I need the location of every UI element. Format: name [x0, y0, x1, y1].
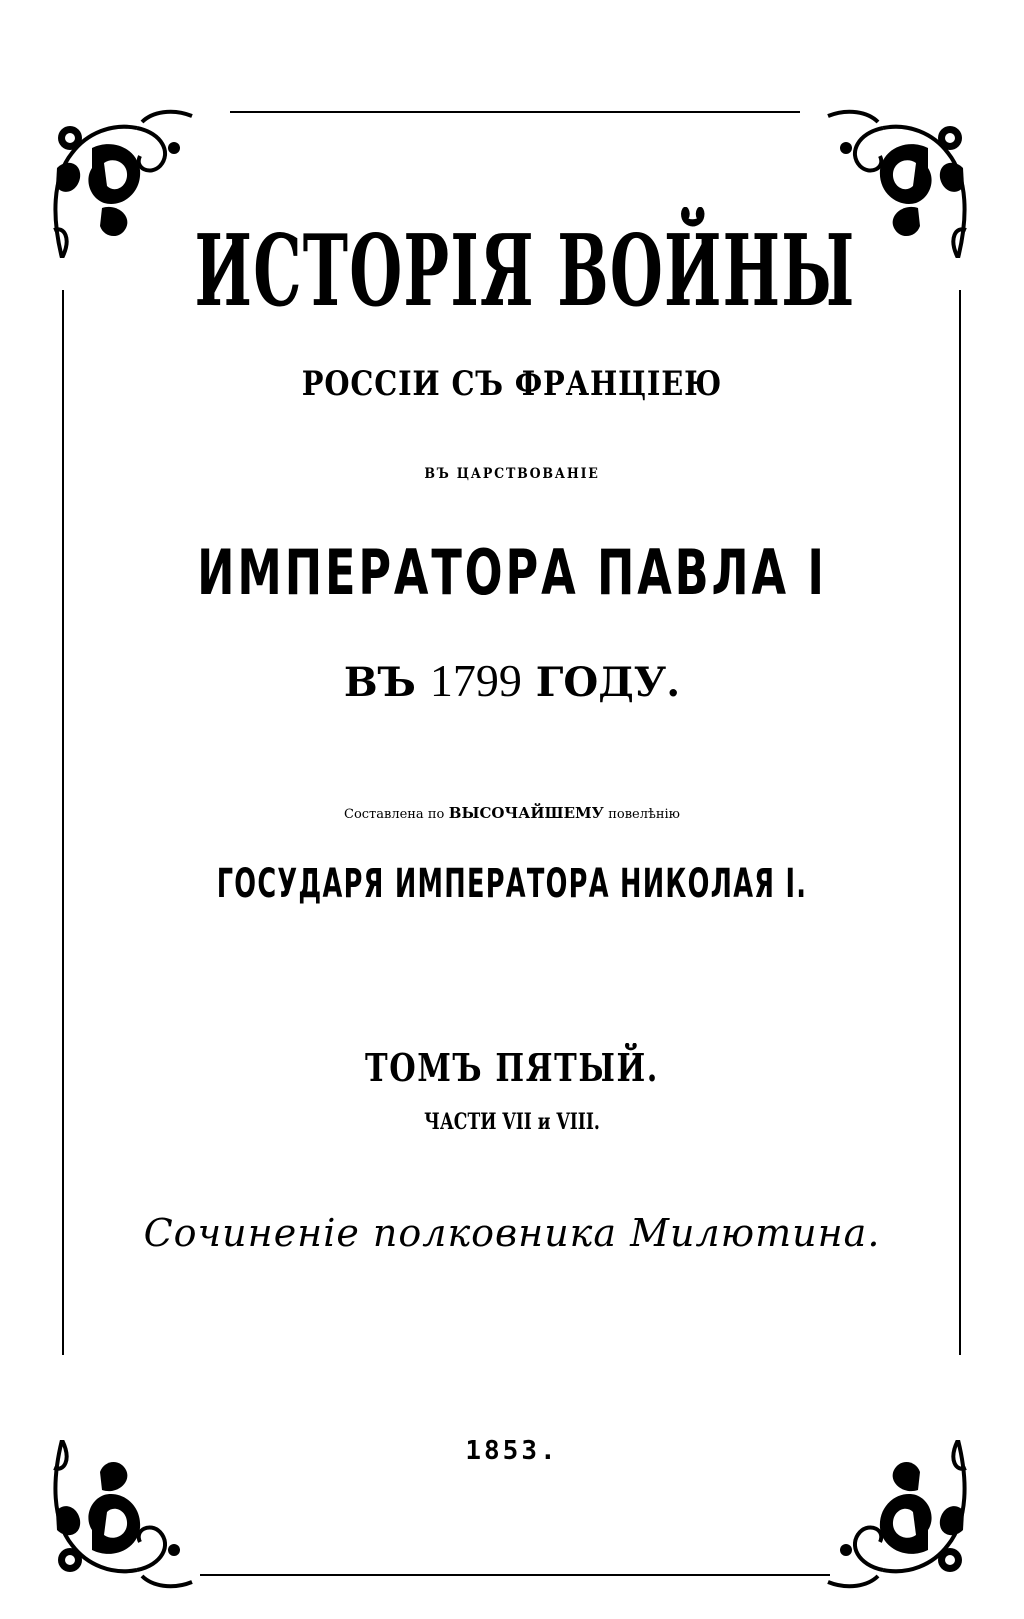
composed-prefix: Составлена по — [344, 807, 445, 822]
main-title: ИСТОРІЯ ВОЙНЫ — [194, 214, 856, 329]
volume-label: ТОМЪ ПЯТЫЙ. — [365, 1045, 659, 1090]
sovereign-line: ГОСУДАРЯ ИМПЕРАТОРА НИКОЛАЯ I. — [216, 861, 808, 907]
corner-ornament-top-left — [42, 108, 202, 258]
author-line: Сочиненіе полковника Милютина. — [143, 1211, 881, 1255]
year-line — [0, 656, 1024, 708]
composed-line — [0, 803, 1024, 825]
composed-suffix: повелѣнію — [608, 807, 680, 822]
year-suffix: ГОДУ. — [535, 659, 681, 706]
composed-emphasis: ВЫСОЧАЙШЕМУ — [448, 804, 604, 822]
subtitle-emperor: ИМПЕРАТОРА ПАВЛА I — [197, 536, 827, 609]
subtitle-russia-france: РОССІИ СЪ ФРАНЦІЕЮ — [301, 364, 723, 404]
publication-year: 1853. — [465, 1436, 559, 1466]
year-prefix: ВЪ — [343, 659, 416, 706]
parts-label: ЧАСТИ VII и VIII. — [424, 1109, 600, 1135]
year-number: 1799 — [429, 655, 522, 706]
subtitle-reign: ВЪ ЦАРСТВОВАНІЕ — [424, 466, 600, 482]
